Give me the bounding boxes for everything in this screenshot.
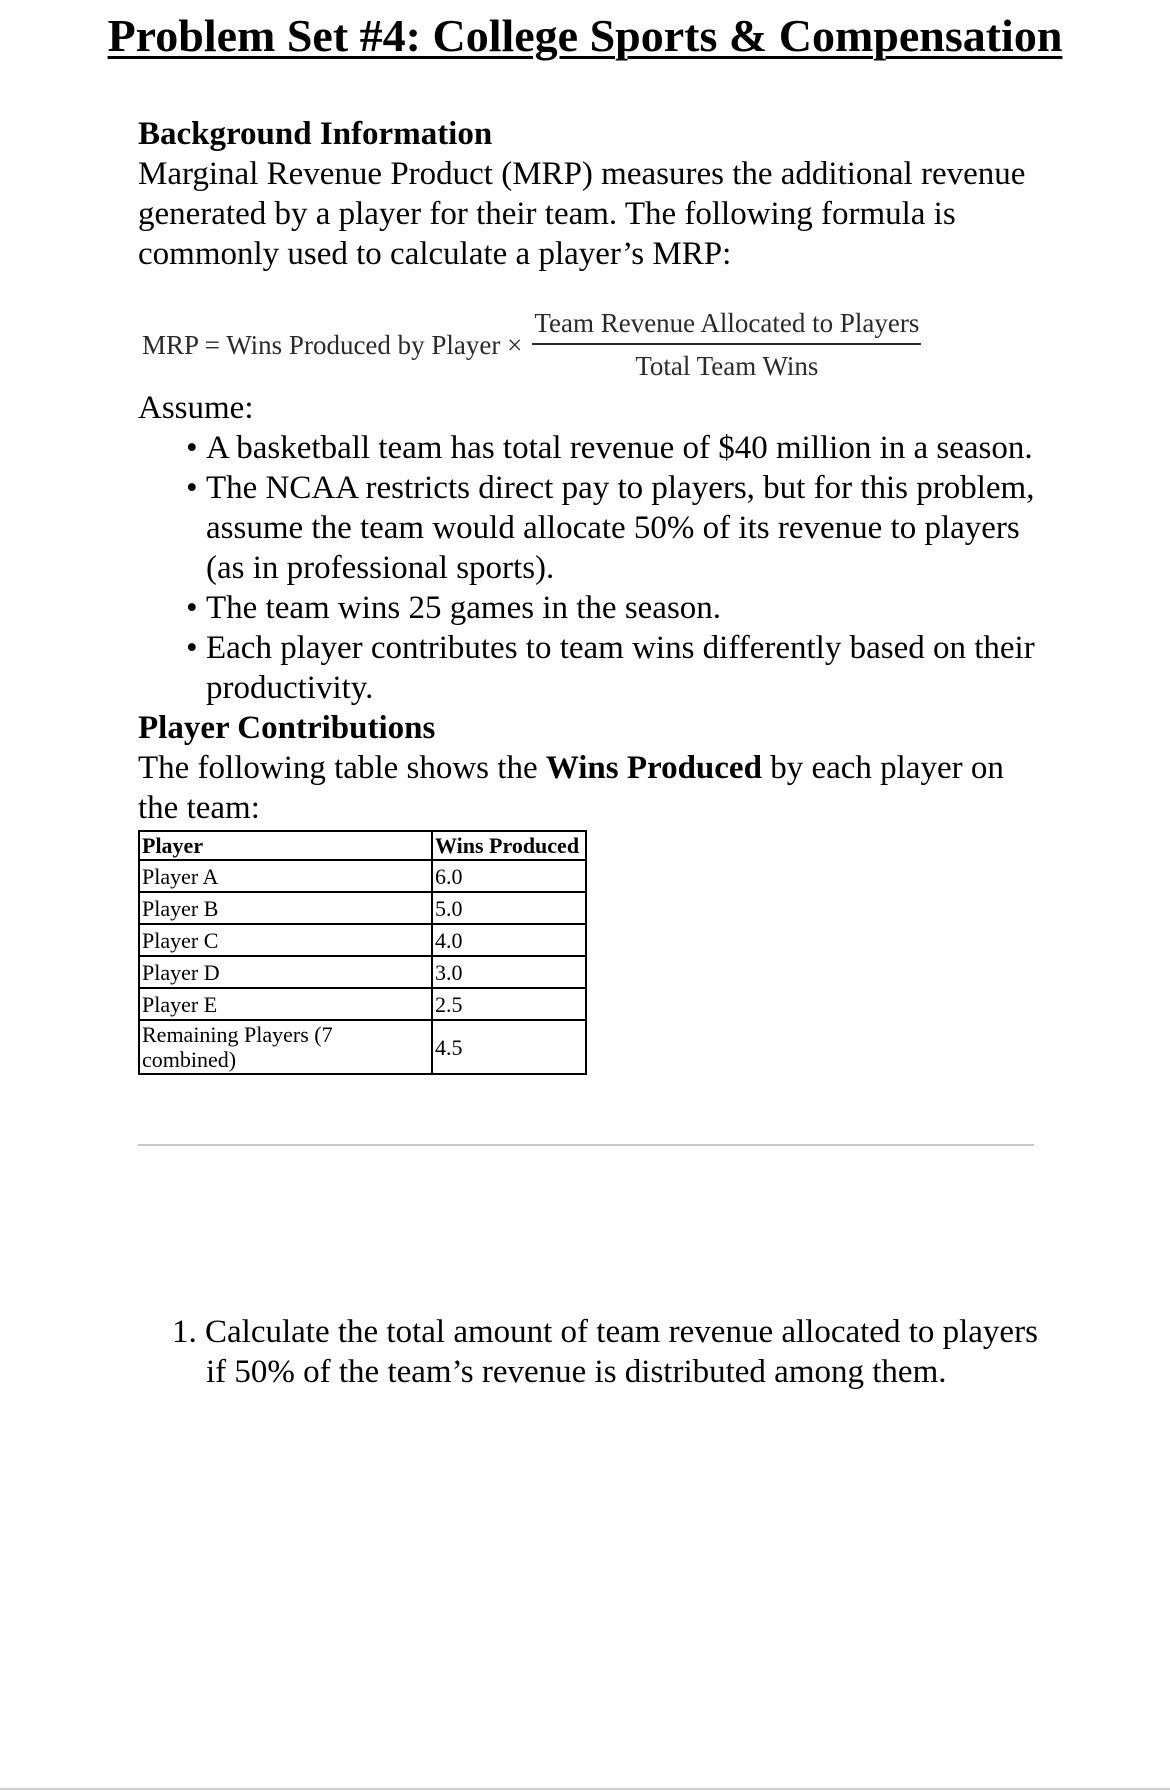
mrp-formula [142,304,1038,386]
assume-label: Assume: [138,390,254,426]
formula-numerator: Team Revenue Allocated to Players [532,308,921,345]
cell-player: Player D [139,956,432,988]
table-header-row [139,831,586,860]
cell-player: Remaining Players (7 combined) [139,1020,432,1074]
cell-player: Player E [139,988,432,1020]
cell-player: Player A [139,860,432,892]
page-title: Problem Set #4: College Sports & Compensation [107,10,1063,61]
bullet-text: The NCAA restricts direct pay to players, but for this problem, assume the team would allocate 50% of its revenue to players (as in professional sports). [206,470,1035,586]
bullet-text: A basketball team has total revenue of $40 million in a season. [206,430,1033,466]
table-row [139,924,586,956]
intro-prefix: The following table shows the [138,750,546,786]
background-heading: Background Information [138,116,493,152]
cell-wins: 6.0 [432,860,586,892]
document-body [138,114,1038,1075]
table-row [139,956,586,988]
cell-wins: 4.0 [432,924,586,956]
bullet-icon: • [186,590,198,626]
formula-lhs: MRP = Wins Produced by Player × [142,329,523,360]
question-text: Calculate the total amount of team revenue allocated to players if 50% of the team’s revenue is distributed among them. [205,1314,1038,1390]
list-item [138,628,1038,708]
table-row [139,892,586,924]
formula-denominator: Total Team Wins [635,351,819,381]
intro-suffix: by each player on the team: [138,750,1004,826]
list-item [138,468,1038,588]
contributions-heading: Player Contributions [138,710,436,746]
cell-player: Player C [139,924,432,956]
cell-wins: 5.0 [432,892,586,924]
list-item [138,428,1038,468]
table-row [139,1020,586,1074]
background-text: Marginal Revenue Product (MRP) measures the additional revenue generated by a player for their team. The following formula is commonly used to calculate a player’s MRP: [138,156,1026,272]
section-divider [138,1144,1034,1146]
table-row [139,860,586,892]
bullet-icon: • [186,430,198,466]
question-number: 1. [172,1314,197,1350]
bullet-text: The team wins 25 games in the season. [206,590,722,626]
cell-wins: 4.5 [432,1020,586,1074]
table-row [139,988,586,1020]
cell-wins: 3.0 [432,956,586,988]
list-item [138,588,1038,628]
header-player: Player [139,831,432,860]
bullet-text: Each player contributes to team wins differently based on their productivity. [206,630,1035,706]
bullet-icon: • [186,470,198,506]
assume-list [138,428,1038,708]
question-1 [172,1312,1066,1392]
cell-player: Player B [139,892,432,924]
contributions-intro [138,748,1038,828]
intro-bold: Wins Produced [545,750,762,786]
formula-fraction [532,308,921,382]
wins-table [138,830,587,1075]
cell-wins: 2.5 [432,988,586,1020]
bullet-icon: • [186,630,198,666]
header-wins: Wins Produced [432,831,586,860]
page-bottom-edge [0,1788,1170,1790]
